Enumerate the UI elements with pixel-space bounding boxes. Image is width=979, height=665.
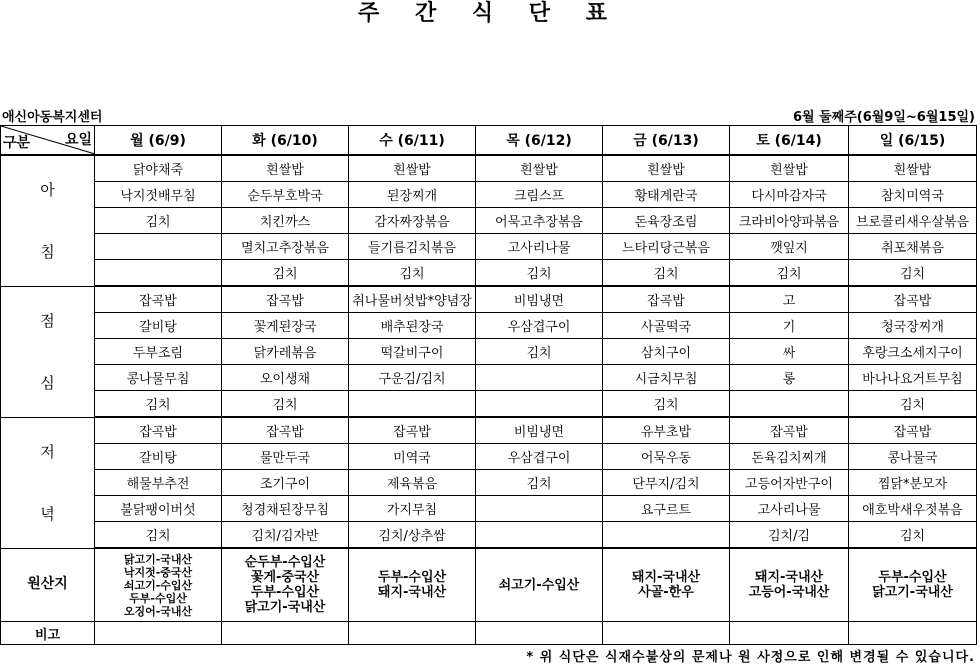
menu-row [1, 260, 977, 287]
origin-cell [730, 548, 849, 622]
day-header: 일 (6/15) [849, 126, 977, 156]
origin-cell [349, 548, 476, 622]
origin-line: 낙지젓-중국산 [123, 565, 193, 579]
menu-item: 김치 [95, 391, 222, 418]
menu-item: 우삼겹구이 [476, 313, 603, 339]
menu-row [1, 182, 977, 208]
menu-row [1, 155, 977, 182]
note-cell [95, 622, 222, 645]
menu-item: 김치 [849, 391, 977, 418]
menu-item: 흰쌀밥 [730, 155, 849, 182]
menu-item: 우삼겹구이 [476, 444, 603, 470]
menu-item: 사골떡국 [603, 313, 730, 339]
menu-item: 싸 [730, 339, 849, 365]
menu-item: 미역국 [349, 444, 476, 470]
menu-item: 돈육김치찌개 [730, 444, 849, 470]
day-header: 토 (6/14) [730, 126, 849, 156]
origin-line: 돼지-국내산 [631, 570, 701, 585]
menu-item: 불닭팽이버섯 [95, 496, 222, 522]
menu-item: 크라비아양파볶음 [730, 208, 849, 234]
menu-row [1, 417, 977, 444]
menu-item: 비빔냉면 [476, 286, 603, 313]
menu-row [1, 234, 977, 260]
menu-item: 기 [730, 313, 849, 339]
menu-item [476, 391, 603, 418]
menu-item [349, 391, 476, 418]
menu-item: 콩나물무침 [95, 365, 222, 391]
menu-item: 찜닭*분모자 [849, 470, 977, 496]
menu-item [730, 391, 849, 418]
menu-item: 꽃게된장국 [222, 313, 349, 339]
note-cell [476, 622, 603, 645]
meal-label-char: 침 [40, 243, 55, 262]
menu-item: 닭카레볶음 [222, 339, 349, 365]
origin-line: 두부-수입산 [377, 570, 447, 585]
menu-item: 잡곡밥 [349, 417, 476, 444]
menu-item: 참치미역국 [849, 182, 977, 208]
menu-item: 잡곡밥 [849, 417, 977, 444]
origin-line: 두부-수입산 [129, 591, 187, 605]
menu-item: 취포채볶음 [849, 234, 977, 260]
meal-label-char: 점 [40, 312, 55, 330]
menu-item: 흰쌀밥 [222, 155, 349, 182]
menu-item: 유부초밥 [603, 417, 730, 444]
menu-item: 배추된장국 [349, 313, 476, 339]
meal-label-char: 아 [40, 181, 55, 200]
origin-line: 닭고기-국내산 [872, 585, 953, 600]
menu-item: 구운김/김치 [349, 365, 476, 391]
menu-item: 황태계란국 [603, 182, 730, 208]
center-name: 애신아동복지센터 [2, 110, 103, 125]
menu-item: 해물부추전 [95, 470, 222, 496]
menu-item: 돈육장조림 [603, 208, 730, 234]
corner-left-label: 구분 [3, 135, 31, 151]
menu-item: 치킨까스 [222, 208, 349, 234]
menu-item: 낙지젓배무침 [95, 182, 222, 208]
day-header: 금 (6/13) [603, 126, 730, 156]
menu-item: 갈비탕 [95, 313, 222, 339]
note-cell [730, 622, 849, 645]
origin-line: 두부-수입산 [878, 570, 947, 585]
menu-item: 김치/김 [730, 522, 849, 549]
menu-item: 청국장찌개 [849, 313, 977, 339]
origin-cell [222, 548, 349, 622]
menu-item: 멸치고추장볶음 [222, 234, 349, 260]
meal-label-cell [1, 286, 95, 417]
meal-label-char: 심 [40, 374, 55, 392]
menu-item: 흰쌀밥 [476, 155, 603, 182]
menu-item: 김치/상추쌈 [349, 522, 476, 549]
menu-row [1, 470, 977, 496]
note-label: 비고 [1, 622, 95, 645]
menu-item: 김치 [849, 522, 977, 549]
menu-item: 김치 [603, 391, 730, 418]
menu-item: 김치 [95, 522, 222, 549]
menu-item: 후랑크소세지구이 [849, 339, 977, 365]
menu-item: 잡곡밥 [95, 417, 222, 444]
origin-cell [849, 548, 977, 622]
meal-label-char: 녁 [40, 505, 55, 523]
menu-item [95, 260, 222, 287]
menu-item: 제육볶음 [349, 470, 476, 496]
menu-row [1, 391, 977, 418]
menu-item: 김치 [476, 339, 603, 365]
menu-item: 깻잎지 [730, 234, 849, 260]
menu-item: 오이생채 [222, 365, 349, 391]
menu-item: 흰쌀밥 [349, 155, 476, 182]
menu-item: 고사리나물 [730, 496, 849, 522]
origin-line: 돼지-국내산 [754, 570, 824, 585]
menu-item: 김치 [222, 260, 349, 287]
menu-item: 고등어자반구이 [730, 470, 849, 496]
menu-item: 삼치구이 [603, 339, 730, 365]
menu-item: 청경채된장무침 [222, 496, 349, 522]
menu-item: 단무지/김치 [603, 470, 730, 496]
note-cell [849, 622, 977, 645]
origin-line: 돼지-국내산 [377, 585, 447, 600]
menu-item [476, 365, 603, 391]
note-cell [349, 622, 476, 645]
menu-item: 된장찌개 [349, 182, 476, 208]
menu-item: 비빔냉면 [476, 417, 603, 444]
menu-item: 김치 [95, 208, 222, 234]
menu-item: 순두부호박국 [222, 182, 349, 208]
menu-item: 콩나물국 [849, 444, 977, 470]
menu-item: 다시마감자국 [730, 182, 849, 208]
menu-row [1, 313, 977, 339]
menu-item: 김치 [476, 470, 603, 496]
menu-item: 요구르트 [603, 496, 730, 522]
menu-item: 김치 [222, 391, 349, 418]
menu-item: 바나나요거트무침 [849, 365, 977, 391]
menu-item: 김치 [603, 260, 730, 287]
meal-label-cell [1, 155, 95, 286]
menu-row [1, 286, 977, 313]
menu-item: 조기구이 [222, 470, 349, 496]
menu-item: 잡곡밥 [603, 286, 730, 313]
menu-item: 잡곡밥 [849, 286, 977, 313]
menu-item: 느타리당근볶음 [603, 234, 730, 260]
menu-item: 김치 [349, 260, 476, 287]
menu-item: 브로콜리새우살볶음 [849, 208, 977, 234]
origin-line: 사골-한우 [638, 585, 694, 600]
weekly-menu-table [0, 125, 977, 645]
menu-item: 롱 [730, 365, 849, 391]
origin-line: 쇠고기-수입산 [498, 577, 580, 593]
footnote: * 위 식단은 식재수불상의 문제나 원 사정으로 인해 변경될 수 있습니다. [526, 650, 975, 665]
menu-item: 어묵우동 [603, 444, 730, 470]
menu-item: 흰쌀밥 [603, 155, 730, 182]
menu-item: 김치 [849, 260, 977, 287]
origin-line: 닭고기-국내산 [244, 600, 326, 615]
menu-item: 고사리나물 [476, 234, 603, 260]
origin-line: 고등어-국내산 [748, 585, 830, 600]
menu-item: 시금치무침 [603, 365, 730, 391]
menu-item: 취나물버섯밥*양념장 [349, 286, 476, 313]
menu-item: 잡곡밥 [730, 417, 849, 444]
origin-line: 순두부-수입산 [244, 555, 326, 570]
menu-item: 고 [730, 286, 849, 313]
menu-row [1, 208, 977, 234]
week-label: 6월 둘째주(6월9일~6월15일) [792, 110, 975, 125]
meal-label-char: 저 [40, 443, 55, 461]
menu-item: 갈비탕 [95, 444, 222, 470]
corner-right-label: 요일 [64, 132, 92, 148]
origin-line: 오징어-국내산 [123, 604, 193, 618]
day-header: 목 (6/12) [476, 126, 603, 156]
menu-item: 김치/김자반 [222, 522, 349, 549]
origin-cell [603, 548, 730, 622]
menu-item: 김치 [476, 260, 603, 287]
menu-item: 흰쌀밥 [849, 155, 977, 182]
menu-item: 두부조림 [95, 339, 222, 365]
origin-row [1, 548, 977, 622]
menu-item: 잡곡밥 [222, 286, 349, 313]
origin-cell [476, 548, 603, 622]
note-cell [603, 622, 730, 645]
menu-row [1, 365, 977, 391]
origin-line: 꽃게-중국산 [250, 570, 320, 585]
menu-item: 닭야채죽 [95, 155, 222, 182]
menu-item: 잡곡밥 [95, 286, 222, 313]
menu-row [1, 339, 977, 365]
menu-item: 잡곡밥 [222, 417, 349, 444]
menu-row [1, 522, 977, 549]
menu-item [95, 234, 222, 260]
origin-line: 두부-수입산 [250, 585, 320, 600]
origin-line: 닭고기-국내산 [123, 552, 193, 566]
menu-item: 들기름김치볶음 [349, 234, 476, 260]
corner-cell [1, 126, 95, 156]
page-title: 주 간 식 단 표 [358, 1, 621, 26]
menu-row [1, 496, 977, 522]
menu-item [476, 496, 603, 522]
menu-item: 크림스프 [476, 182, 603, 208]
menu-item: 감자짜장볶음 [349, 208, 476, 234]
menu-item: 애호박새우젓볶음 [849, 496, 977, 522]
note-cell [222, 622, 349, 645]
day-header: 월 (6/9) [95, 126, 222, 156]
menu-item: 김치 [730, 260, 849, 287]
day-header: 화 (6/10) [222, 126, 349, 156]
menu-row [1, 444, 977, 470]
origin-label: 원산지 [1, 548, 95, 622]
day-header: 수 (6/11) [349, 126, 476, 156]
header-row [1, 126, 977, 156]
menu-item [603, 522, 730, 549]
origin-cell [95, 548, 222, 622]
menu-item: 물만두국 [222, 444, 349, 470]
note-row [1, 622, 977, 645]
menu-item [476, 522, 603, 549]
origin-line: 쇠고기-수입산 [123, 578, 193, 592]
menu-item: 어묵고추장볶음 [476, 208, 603, 234]
menu-item: 가지무침 [349, 496, 476, 522]
meal-label-cell [1, 417, 95, 548]
menu-item: 떡갈비구이 [349, 339, 476, 365]
